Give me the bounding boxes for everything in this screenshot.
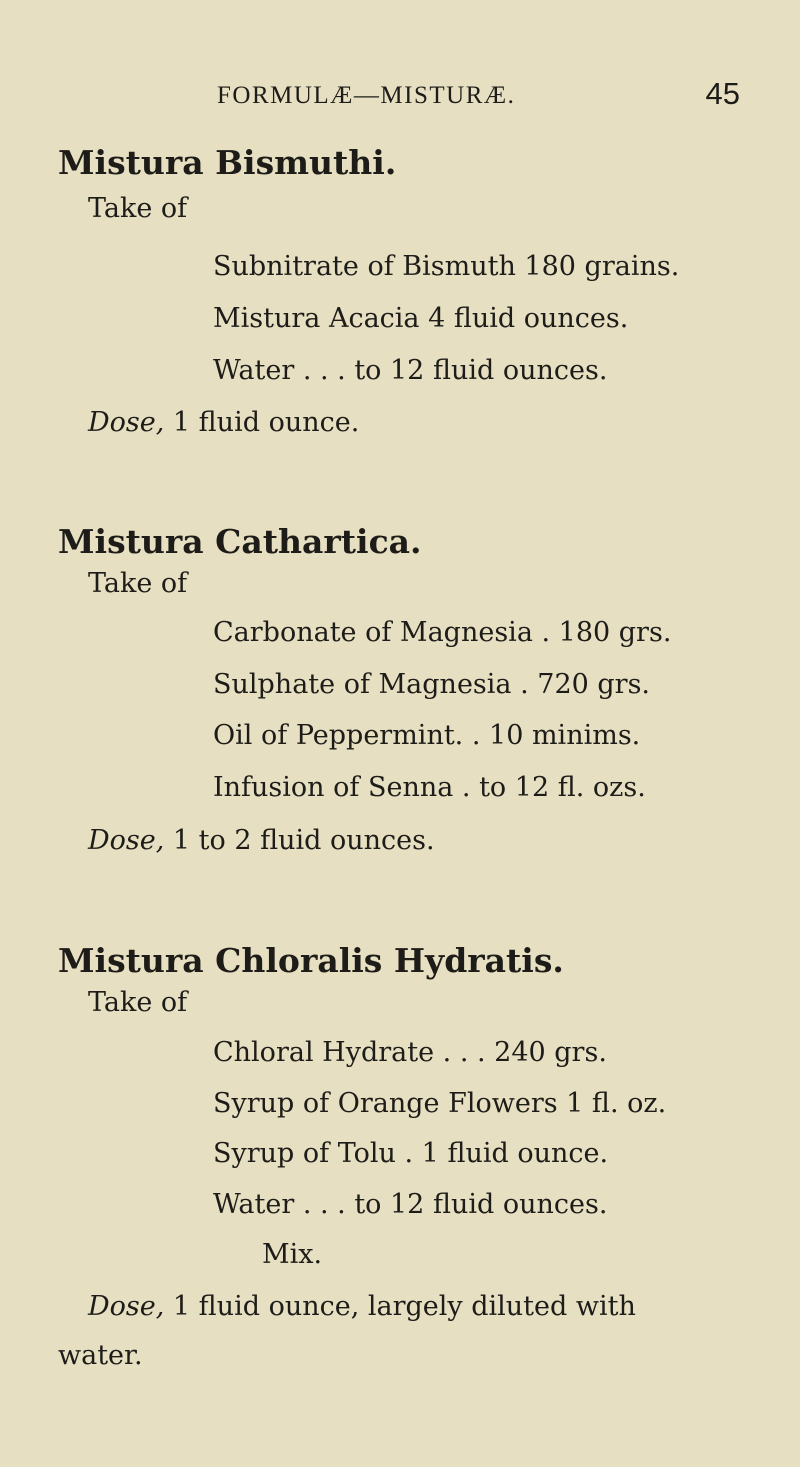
- dose-line: [88, 825, 435, 856]
- ingredient-line: Syrup of Tolu . 1 fluid ounce.: [213, 1138, 609, 1169]
- formula-title: Mistura Bismuthi.: [58, 143, 397, 182]
- dose-label: Dose,: [88, 825, 165, 856]
- dose-line: [88, 407, 359, 438]
- formula-title: Mistura Chloralis Hydratis.: [58, 941, 564, 980]
- ingredient-line: Oil of Peppermint. . 10 minims.: [213, 720, 641, 751]
- formula-intro: Take of: [88, 193, 188, 224]
- running-head-title: FORMULÆ—MISTURÆ.: [217, 82, 516, 109]
- ingredient-line: Water . . . to 12 fluid ounces.: [213, 355, 608, 386]
- ingredient-line: Sulphate of Magnesia . 720 grs.: [213, 669, 651, 700]
- ingredient-line: Subnitrate of Bismuth 180 grains.: [213, 251, 680, 282]
- ingredient-line: Chloral Hydrate . . . 240 grs.: [213, 1037, 607, 1068]
- formula-intro: Take of: [88, 987, 188, 1018]
- page-number: 45: [705, 76, 740, 111]
- dose-line: [88, 1291, 636, 1322]
- ingredient-line: Mix.: [262, 1239, 323, 1270]
- running-head: [0, 76, 800, 122]
- ingredient-line: Mistura Acacia 4 fluid ounces.: [213, 303, 629, 334]
- dose-continuation: water.: [58, 1340, 143, 1371]
- dose-text: 1 fluid ounce, largely diluted with: [164, 1291, 636, 1322]
- dose-label: Dose,: [88, 1291, 165, 1322]
- dose-text: 1 to 2 fluid ounces.: [164, 825, 435, 856]
- dose-text: 1 fluid ounce.: [164, 407, 360, 438]
- dose-label: Dose,: [88, 407, 165, 438]
- ingredient-line: Water . . . to 12 fluid ounces.: [213, 1189, 608, 1220]
- ingredient-line: Carbonate of Magnesia . 180 grs.: [213, 617, 672, 648]
- ingredient-line: Infusion of Senna . to 12 fl. ozs.: [213, 772, 646, 803]
- ingredient-line: Syrup of Orange Flowers 1 fl. oz.: [213, 1088, 667, 1119]
- formula-title: Mistura Cathartica.: [58, 522, 422, 561]
- formula-intro: Take of: [88, 568, 188, 599]
